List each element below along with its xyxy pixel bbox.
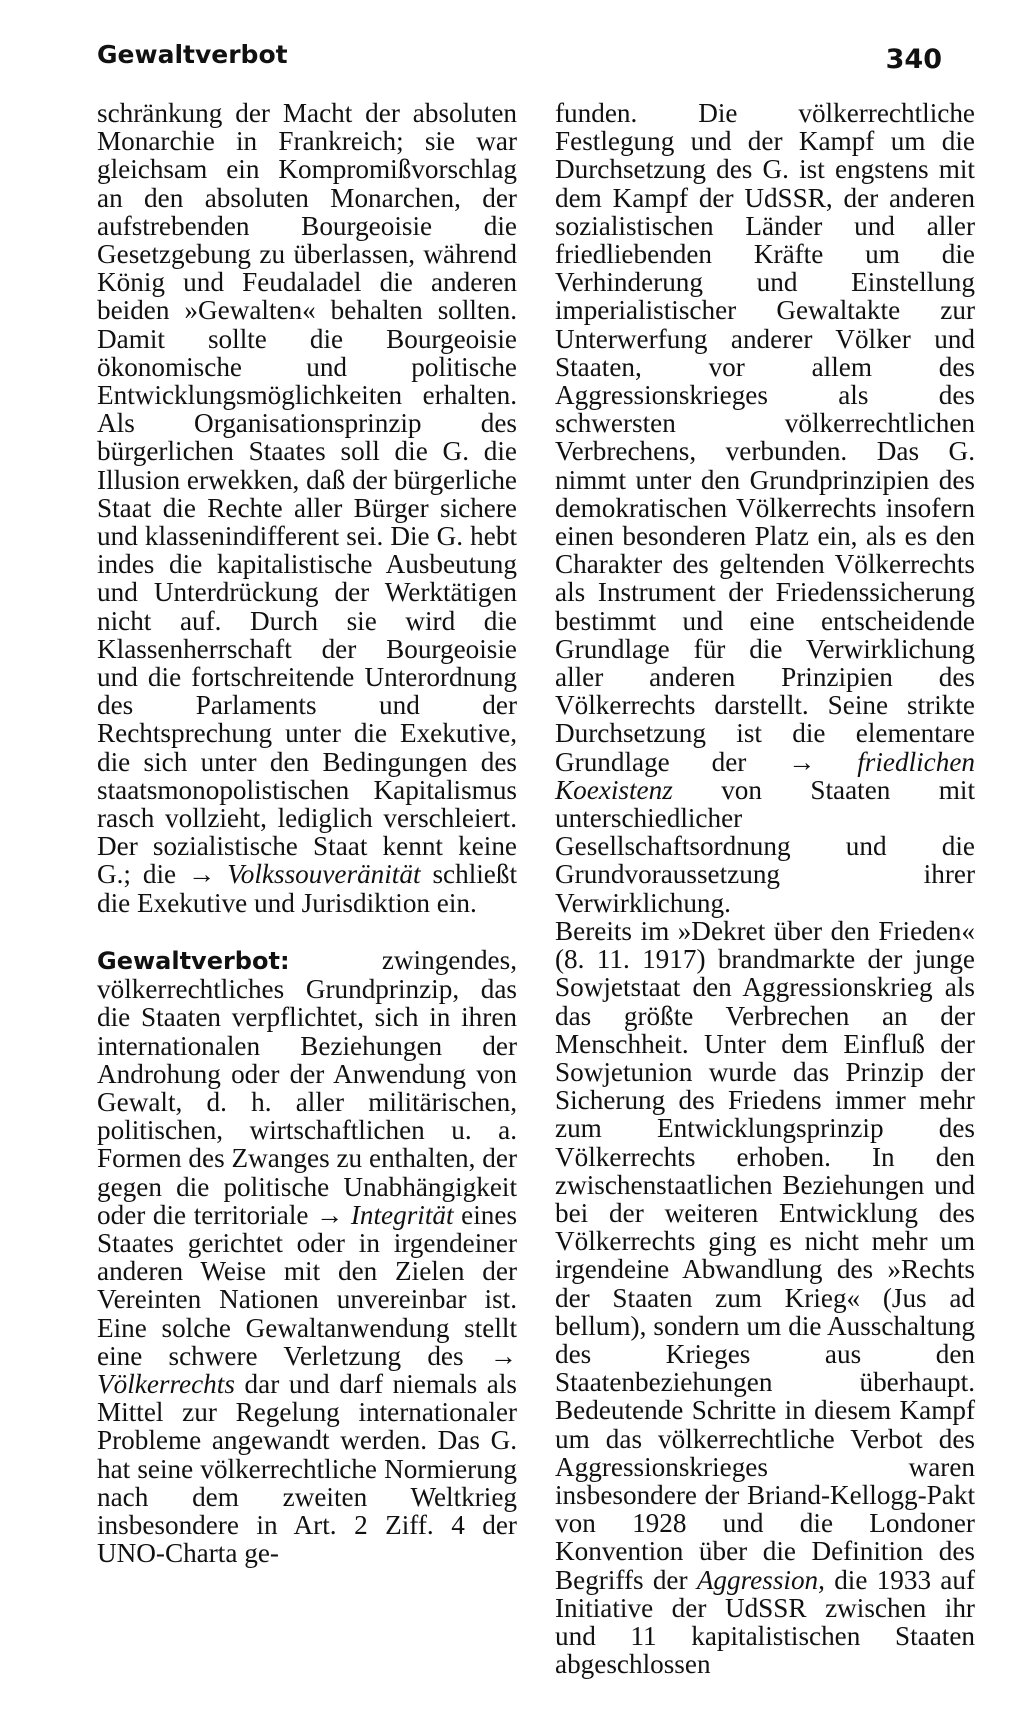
term-aggression: Aggression, — [696, 1564, 825, 1595]
continuation-paragraph — [97, 99, 517, 917]
entry-text: die 1933 auf Initiative der UdSSR zwischen ihr und 11 kapitalistischen Staaten abgeschlossen — [555, 1564, 975, 1680]
cross-reference-volkssouveraenitaet[interactable]: → Volkssouveränität — [188, 859, 421, 890]
page-header-term: Gewaltverbot — [97, 40, 288, 69]
entry-lemma: Gewaltverbot: — [97, 946, 290, 975]
entry-text: dar und darf niemals als Mittel zur Regelung internationaler Probleme angewandt werden. Das G. hat seine völkerrechtliche Normierung nach dem zweiten Weltkrieg insbesondere in Art. 2 Ziff. 4 der UNO-Charta ge- — [97, 1368, 518, 1569]
dictionary-entry-gewaltverbot — [97, 946, 517, 1567]
right-column — [555, 99, 975, 1678]
entry-text: Bereits im »Dekret über den Frieden« (8. 11. 1917) brandmarkte der junge Sowjetstaat den Aggressionskrieg als das größte Verbrechen an der Menschheit. Unter dem Einfluß der Sowjetunion wurde das Prinzip der Sicherung des Friedens immer mehr zum Entwicklungsprinzip des Völkerrechts erhoben. In den zwischenstaatlichen Beziehungen und bei der weiteren Entwicklung des Völkerrechts ging es nicht mehr um irgendeine Abwandlung des »Rechts der Staaten zum Krieg« (Jus ad bellum), sondern um die Ausschaltung des Krieges aus den Staatenbeziehungen überhaupt. Bedeutende Schritte in diesem Kampf um das völkerrechtliche Verbot des Aggressionskrieges waren insbesondere der Briand-Kellogg-Pakt von 1928 und die Londoner Konvention über die Definition des Begriffs der — [555, 915, 975, 1595]
left-column — [97, 99, 517, 1567]
paragraph-text: schränkung der Macht der absoluten Monarchie in Frankreich; sie war gleichsam ein Kompromißvorschlag an den absoluten Monarchen, der aufstrebenden Bourgeoisie die Gesetzgebung zu überlassen, während König und Feudaladel die anderen beiden »Gewalten« behalten sollten. Damit sollte die Bourgeoisie ökonomische und politische Entwicklungsmöglichkeiten erhalten. Als Organisationsprinzip des bürgerlichen Staates soll die G. die Illusion erwekken, daß der bürgerliche Staat die Rechte aller Bürger sichere und klassenindifferent sei. Die G. hebt indes die kapitalistische Ausbeutung und Unterdrückung der Werktätigen nicht auf. Durch sie wird die Klassenherrschaft der Bourgeoisie und die fortschreitende Unterordnung des Parlaments und der Rechtsprechung unter die Exekutive, die sich unter den Bedingungen des staatsmonopolistischen Kapitalismus rasch vollzieht, lediglich verschleiert. Der sozialistische Staat kennt keine G.; die — [97, 98, 517, 890]
paragraph-text: schließt die Exekutive und Jurisdiktion ein. — [97, 859, 518, 918]
entry-text: funden. Die völkerrechtliche Festlegung und der Kampf um die Durchsetzung des G. ist engstens mit dem Kampf der UdSSR, der anderen sozialistischen Länder und aller friedliebenden Kräfte um die Verhinderung und Einstellung imperialistischer Gewaltakte zur Unterwerfung anderer Völker und Staaten, vor allem des Aggressionskrieges als des schwersten völkerrechtlichen Verbrechens, verbunden. Das G. nimmt unter den Grundprinzipien des demokratischen Völkerrechts insofern einen besonderen Platz ein, als es den Charakter des geltenden Völkerrechts als Instrument der Friedenssicherung bestimmt und eine entscheidende Grundlage für die Verwirklichung aller anderen Prinzipien des Völkerrechts darstellt. Seine strikte Durchsetzung ist die elementare Grundlage der — [555, 98, 975, 777]
cross-reference-integritaet[interactable]: → Integrität — [316, 1199, 454, 1230]
history-paragraph — [555, 917, 975, 1678]
entry-text: von Staaten mit unterschiedlicher Gesellschaftsordnung und die Grundvoraussetzung ihrer Verwirklichung. — [555, 774, 976, 918]
entry-text: eines Staates gerichtet oder in irgendeiner anderen Weise mit den Zielen der Vereinten Nationen unvereinbar ist. Eine solche Gewaltanwendung stellt eine schwere Verletzung des — [97, 1199, 518, 1371]
entry-continuation-paragraph — [555, 99, 975, 917]
cross-reference-voelkerrecht[interactable]: → Völkerrechts — [97, 1340, 518, 1399]
entry-text: zwingendes, völkerrechtliches Grundprinzip, das die Staaten verpflichtet, sich in ihren internationalen Beziehungen der Androhung oder der Anwendung von Gewalt, d. h. aller militärischen, politischen, wirtschaftlichen u. a. Formen des Zwanges zu enthalten, der gegen die politische Unabhängigkeit oder die territoriale — [97, 944, 517, 1230]
cross-reference-friedliche-koexistenz[interactable]: → friedlichen Koexistenz — [555, 746, 976, 805]
page-number: 340 — [885, 44, 942, 75]
